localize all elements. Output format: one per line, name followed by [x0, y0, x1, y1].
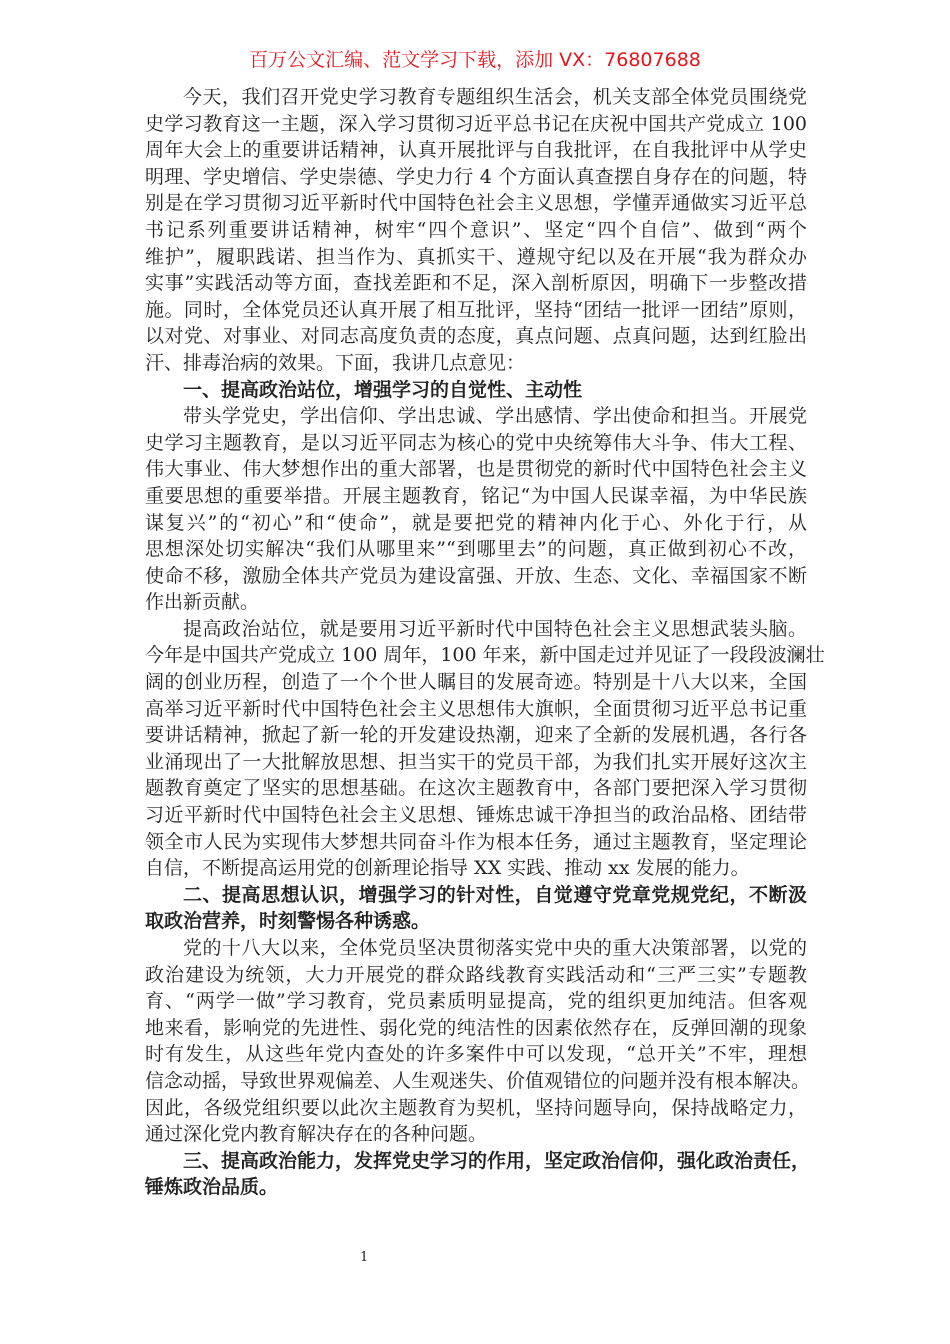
text-line: 三、提高政治能力，发挥党史学习的作用，坚定政治信仰，强化政治责任，: [183, 1149, 811, 1172]
text-line: 通过深化党内教育解决存在的各种问题。: [145, 1123, 488, 1146]
text-line: 周年大会上的重要讲话精神，认真开展批评与自我批评，在自我批评中从学史: [145, 139, 807, 162]
text-line: 重要思想的重要举措。开展主题教育，铭记“为中国人民谋幸福，为中华民族: [145, 484, 807, 507]
text-line: 带头学党史，学出信仰、学出忠诚、学出感情、学出使命和担当。开展党: [183, 405, 807, 428]
text-line: 思想深处切实解决“我们从哪里来”“到哪里去”的问题，真正做到初心不改，: [145, 538, 807, 561]
text-line: 信念动摇，导致世界观偏差、人生观迷失、价值观错位的问题并没有根本解决。: [145, 1069, 811, 1092]
text-line: 书记系列重要讲话精神，树牢“四个意识”、坚定“四个自信”、做到“两个: [145, 218, 807, 241]
text-line: 史学习教育这一主题，深入学习贯彻习近平总书记在庆祝中国共产党成立 100: [145, 112, 807, 135]
text-line: 领全市人民为实现伟大梦想共同奋斗作为根本任务，通过主题教育，坚定理论: [145, 830, 807, 853]
text-line: 自信，不断提高运用党的创新理论指导 XX 实践、推动 xx 发展的能力。: [145, 857, 750, 880]
text-line: 时有发生，从这些年党内查处的许多案件中可以发现，“总开关”不牢，理想: [145, 1043, 807, 1066]
text-line: 一、提高政治站位，增强学习的自觉性、主动性: [183, 378, 583, 401]
text-line: 维护”，履职践诺、担当作为、真抓实干、遵规守纪以及在开展“我为群众办: [145, 245, 807, 268]
paragraph: [145, 84, 807, 377]
text-line: 以对党、对事业、对同志高度负责的态度，真点问题、点真问题，达到红脸出: [145, 325, 807, 348]
text-line: 要讲话精神，掀起了新一轮的开发建设热潮，迎来了全新的发展机遇，各行各: [145, 724, 807, 747]
text-line: 业涌现出了一大批解放思想、担当实干的党员干部，为我们扎实开展好这次主: [145, 750, 807, 773]
text-line: 提高政治站位，就是要用习近平新时代中国特色社会主义思想武装头脑。: [183, 617, 807, 640]
text-line: 因此，各级党组织要以此次主题教育为契机，坚持问题导向，保持战略定力，: [145, 1096, 807, 1119]
text-line: 高举习近平新时代中国特色社会主义思想伟大旗帜，全面贯彻习近平总书记重: [145, 697, 807, 720]
text-line: 史学习主题教育，是以习近平同志为核心的党中央统筹伟大斗争、伟大工程、: [145, 431, 807, 454]
section-heading: [145, 377, 807, 404]
text-line: 实事”实践活动等方面，查找差距和不足，深入剖析原因，明确下一步整改措: [145, 272, 807, 295]
text-line: 别是在学习贯彻习近平新时代中国特色社会主义思想，学懂弄通做实习近平总: [145, 192, 807, 215]
section-heading: [145, 1148, 811, 1201]
text-line: 伟大事业、伟大梦想作出的重大部署，也是贯彻党的新时代中国特色社会主义: [145, 458, 807, 481]
text-line: 今天，我们召开党史学习教育专题组织生活会，机关支部全体党员围绕党: [183, 86, 807, 108]
text-line: 作出新贡献。: [145, 591, 260, 614]
text-line: 阔的创业历程，创造了一个个世人瞩目的发展奇迹。特别是十八大以来，全国: [145, 671, 807, 694]
paragraph: [145, 616, 825, 882]
text-line: 育、“两学一做”学习教育，党员素质明显提高，党的组织更加纯洁。但客观: [145, 990, 807, 1013]
text-line: 政治建设为统领，大力开展党的群众路线教育实践活动和“三严三实”专题教: [145, 963, 807, 986]
text-line: 二、提高思想认识，增强学习的针对性，自觉遵守党章党规党纪，不断汲: [183, 883, 807, 906]
text-line: 锤炼政治品质。: [145, 1176, 279, 1199]
watermark-banner: 百万公文汇编、范文学习下载，添加 VX：76807688: [249, 49, 701, 71]
text-line: 明理、学史增信、学史崇德、学史力行 4 个方面认真查摆自身存在的问题，特: [145, 165, 807, 188]
text-line: 使命不移，激励全体共产党员为建设富强、开放、生态、文化、幸福国家不断: [145, 564, 807, 587]
text-line: 今年是中国共产党成立 100 周年，100 年来，新中国走过并见证了一段段波澜壮: [145, 644, 825, 667]
text-line: 题教育奠定了坚实的思想基础。在这次主题教育中，各部门要把深入学习贯彻: [145, 777, 807, 800]
text-line: 施。同时，全体党员还认真开展了相互批评，坚持“团结一批评一团结”原则，: [145, 298, 807, 321]
text-line: 汗、排毒治病的效果。下面，我讲几点意见：: [145, 351, 526, 374]
page-number: 1: [360, 1250, 369, 1265]
text-line: 党的十八大以来，全体党员坚决贯彻落实党中央的重大决策部署，以党的: [183, 937, 807, 959]
paragraph: [145, 935, 811, 1148]
section-heading: [145, 882, 807, 935]
text-line: 习近平新时代中国特色社会主义思想、锤炼忠诚干净担当的政治品格、团结带: [145, 804, 807, 827]
text-line: 地来看，影响党的先进性、弱化党的纯洁性的因素依然存在，反弹回潮的现象: [145, 1016, 807, 1039]
text-line: 谋复兴”的“初心”和“使命”，就是要把党的精神内化于心、外化于行，从: [145, 511, 807, 534]
document-body: [145, 84, 825, 1201]
text-line: 取政治营养，时刻警惕各种诱惑。: [145, 910, 431, 933]
paragraph: [145, 403, 807, 616]
